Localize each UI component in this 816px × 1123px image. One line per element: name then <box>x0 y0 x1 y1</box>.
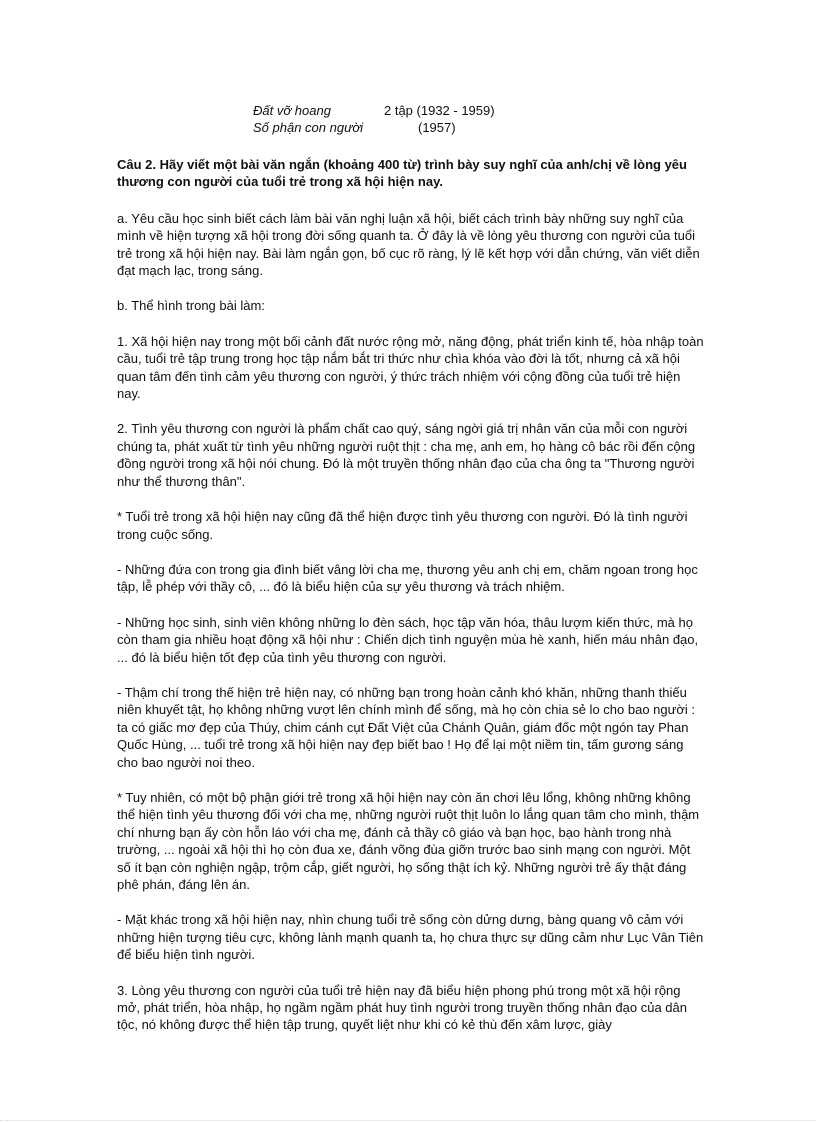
paragraph-youth-love: * Tuổi trẻ trong xã hội hiện nay cũng đã thể hiện được tình yêu thương con người. Đó là tình người trong cuộc sống. <box>117 509 688 542</box>
paragraph-requirements: a. Yêu cầu học sinh biết cách làm bài văn nghị luận xã hội, biết cách trình bày những suy nghĩ của mình về hiện tượng xã hội trong đời sống quanh ta. Ở đây là về lòng yêu thương con người của tuổi trẻ trong xã hội hiện nay. Bài làm ngắn gọn, bố cục rõ ràng, lý lẽ kết hợp với dẫn chứng, văn viết diễn đạt mạch lạc, trong sáng. <box>117 210 700 279</box>
work-detail: 2 tập (1932 - 1959) <box>384 103 495 118</box>
work-detail: (1957) <box>418 120 456 135</box>
paragraph-point-2: 2. Tình yêu thương con người là phẩm chất cao quý, sáng ngời giá trị nhân văn của mỗi con người chúng ta, phát xuất từ tình yêu những người ruột thịt : cha mẹ, anh em, họ hàng cô bác rồi đến cộng đồng người trong xã hội nói chung. Đó là một truyền thống nhân đạo của cha ông ta "Thương người như thể thương thân". <box>117 421 696 489</box>
work-title: Số phận con người <box>253 120 364 135</box>
paragraph-section-b: b. Thể hình trong bài làm: <box>117 298 265 314</box>
paragraph-family: - Những đứa con trong gia đình biết vâng lời cha mẹ, thương yêu anh chị em, chăm ngoan trong học tập, lễ phép với thầy cô, ... đó là biểu hiện của sự yêu thương và trách nhiệm. <box>117 561 698 595</box>
paragraph-point-1: 1. Xã hội hiện nay trong một bối cảnh đất nước rộng mở, năng động, phát triển kinh tế, hòa nhập toàn cầu, tuổi trẻ tập trung trong học tập nắm bắt tri thức như chìa khóa vào đời là tốt, nhưng cả xã hội quan tâm đến tình cảm yêu thương con người, ý thức trách nhiệm với cộng đồng của tuổi trẻ hiện nay. <box>117 333 704 402</box>
work-title: Đất vỡ hoang <box>253 103 331 118</box>
paragraph-hardship: - Thậm chí trong thế hiện trẻ hiện nay, có những bạn trong hoàn cảnh khó khăn, những thanh thiếu niên khuyết tật, họ không những vượt lên chính mình để sống, mà họ còn chia sẻ lo cho bao người : ta có giấc mơ đẹp của Thúy, chim cánh cụt Đất Việt của Chánh Quân, giám đốc một ngón tay Phan Quốc Hùng, ... tuổi trẻ trong xã hội hiện nay đẹp biết bao ! Họ để lại một niềm tin, tấm gương sáng cho bao người noi theo. <box>117 684 695 770</box>
question-heading: Câu 2. Hãy viết một bài văn ngắn (khoảng 400 từ) trình bày suy nghĩ của anh/chị về lòng yêu thương con người của tuổi trẻ trong xã hội hiện nay. <box>117 157 687 190</box>
paragraph-indifference: - Mặt khác trong xã hội hiện nay, nhìn chung tuổi trẻ sống còn dửng dưng, bàng quang vô cảm với những hiện tượng tiêu cực, không lành mạnh quanh ta, họ chưa thực sự dũng cảm như Lục Vân Tiên để biểu hiện tình người. <box>117 912 704 963</box>
paragraph-students: - Những học sinh, sinh viên không những lo đèn sách, học tập văn hóa, thâu lượm kiến thức, mà họ còn tham gia nhiều hoạt động xã hội như : Chiến dịch tình nguyện mùa hè xanh, hiến máu nhân đạo, ... đó là biểu hiện tốt đẹp của tình yêu thương con người. <box>117 614 699 665</box>
page-bottom-divider <box>0 1120 816 1121</box>
document-body <box>117 156 707 1052</box>
paragraph-however: * Tuy nhiên, có một bộ phận giới trẻ trong xã hội hiện nay còn ăn chơi lêu lổng, không những không thể hiện tình yêu thương đối với cha mẹ, những người ruột thịt luôn lo lắng quan tâm cho mình, thậm chí nhưng bạn ấy còn hỗn láo với cha mẹ, đánh cả thầy cô giáo và bạn học, bạo hành trong nhà trường, ... ngoài xã hội thì họ còn đua xe, đánh võng đùa giỡn trước bao sinh mạng con người. Một số ít bạn còn nghiện ngập, trộm cắp, giết người, họ sống thật ích kỷ. Những người trẻ ấy thật đáng phê phán, đáng lên án. <box>117 789 700 892</box>
paragraph-point-3: 3. Lòng yêu thương con người của tuổi trẻ hiện nay đã biểu hiện phong phú trong một xã hội rộng mở, phát triển, hòa nhập, họ ngầm ngầm phát huy tình người trong truyền thống nhân đạo của dân tộc, nó không được thể hiện tập trung, quyết liệt như khi có kẻ thù đến xâm lược, giày <box>117 982 687 1033</box>
